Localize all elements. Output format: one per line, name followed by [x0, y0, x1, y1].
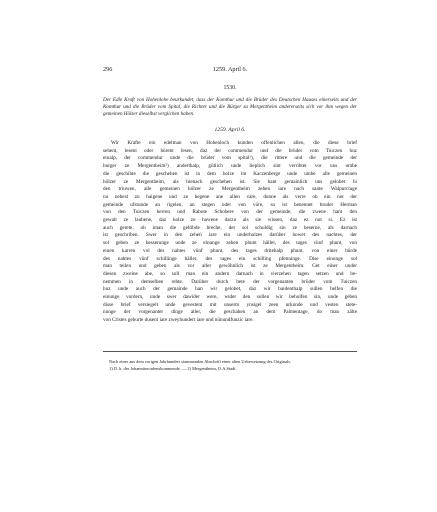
footnotes [103, 358, 357, 372]
footnote-divider [103, 351, 357, 352]
body-line: des nahtes vünf schillinge häller, des tages ein schilling pfenninge. Dise einunge sol [103, 255, 357, 262]
body-line: disse brief versiegelt unde gevestent mit unserm ynsigel zeen urkunde und vesten stete- [103, 301, 357, 308]
page-number: 296 [103, 66, 113, 73]
body-line: ist geschriben. Swer in den zehen iare ein underholzes darüber howet des nachtes, der [103, 232, 357, 239]
footnote-refs: 1) D. h. der Johanniterordenskommende. — 2) Mergentheim, O.A.Stadt. [109, 366, 237, 371]
body-line: gemeinde ufstunde an rigelen, an stegen oder von vüre, so ist benennet bruder Herman [103, 201, 357, 208]
running-title: 1259. April 6. [212, 66, 248, 73]
body-line: diesen zweine abe, so soll man ein andern darnach in vierzehen tagen setzen und be- [103, 270, 357, 277]
body-line: burger ze Mergentheim²) anderthalp, gütlich unde lieplich sint verribtet vor uns umbe [103, 163, 357, 170]
body-line: huz unde auch der gemainde han wir gelobet, daz wir baidenthalp sullen helfen die [103, 286, 357, 293]
document-body [103, 140, 357, 325]
body-line: hölzer ze Mergentheim, als hienach geschehen ist. Sie hant gemainlich uns gelobet bi [103, 178, 357, 185]
document-number: 1530. [223, 85, 237, 91]
body-line: Wir Krafte ein edelman von Hohenloch kunden offenlichen allen, die diese brief [111, 140, 357, 146]
body-line: einunge vordern, unde swer dawider were, wider den sullen wir beholfen sin, unde geben [103, 294, 357, 301]
body-line: sehent, lesent oder hörent lesen, daz der commendur und die brüder vom Tuiczen huz [103, 147, 357, 154]
body-line: die geschihte die geschehen ist in dem holze im Kaczenberge unde umbe alle gemeinen [103, 170, 357, 177]
body-line: nunge der vorgenanter dinge aller, die geschahen an dem Palmentage, do man zälte [103, 309, 357, 316]
body-line: von Cristes geburte dusent iare zweyhundert iare und nünundfunzic iare. [103, 317, 254, 324]
body-line: sol geben ze besserunge unde ze einunge zehen phunt häller, des tages vünf phunt, von [103, 240, 357, 247]
source-note: Nach einer aus dem vorigen Jahrhundert stammenden Abschrift einer alten Uebersetzung des Originals. [109, 359, 292, 364]
body-line: man teilen und geben als vor aller gewöhnlich ist ze Mergentheim. Get einer under [103, 263, 357, 270]
body-line: einen karren vol des nahtes vünf phunt, des tages dritehalp phunt, von einer bürde [103, 247, 357, 254]
body-line: auch gerete, ob iman die geltibde breche, der sol schuldig sin ze beserne, als darnach [103, 224, 357, 231]
body-line: von den Tuiczen herren und Rabote Schobere von der gemeinde, die zwene hant den [103, 209, 357, 216]
body-line: den triuwen, alle gemeinen hölzer ze Mergentheim zehen iare nach sante Walpurctage [103, 186, 357, 193]
document-summary: Der Edle Kraft von Hohenlohe beurkundet, dass der Komthur und die Brüder des Deutschen Hauses einerseits und der Komthur und die Brüder vom Spital, die Richter und die Bürger zu Mergentheim andererseits sich vor ihm wegen der gemeinen Hölzer dieselbst verglichen haben. [103, 97, 357, 118]
document-date: 1259. April 6. [214, 127, 246, 133]
body-line: gewalt ze laubene, daz holze ze hawene darzu als sie wissen, daz ez not si. Ez ist [103, 217, 357, 224]
body-line: nemmen in demselben rehte. Darüber durch bete der vorgenanten brüder vom Tuiczen [103, 278, 357, 285]
body-line: einalp, der commendur unde die brüder vom spital¹), die rittere und die gemeinde der [103, 155, 357, 162]
body-line: nu nehest zu haigene und ze hegene ane allen vare, dunne als verre ob ein not der [103, 193, 357, 200]
